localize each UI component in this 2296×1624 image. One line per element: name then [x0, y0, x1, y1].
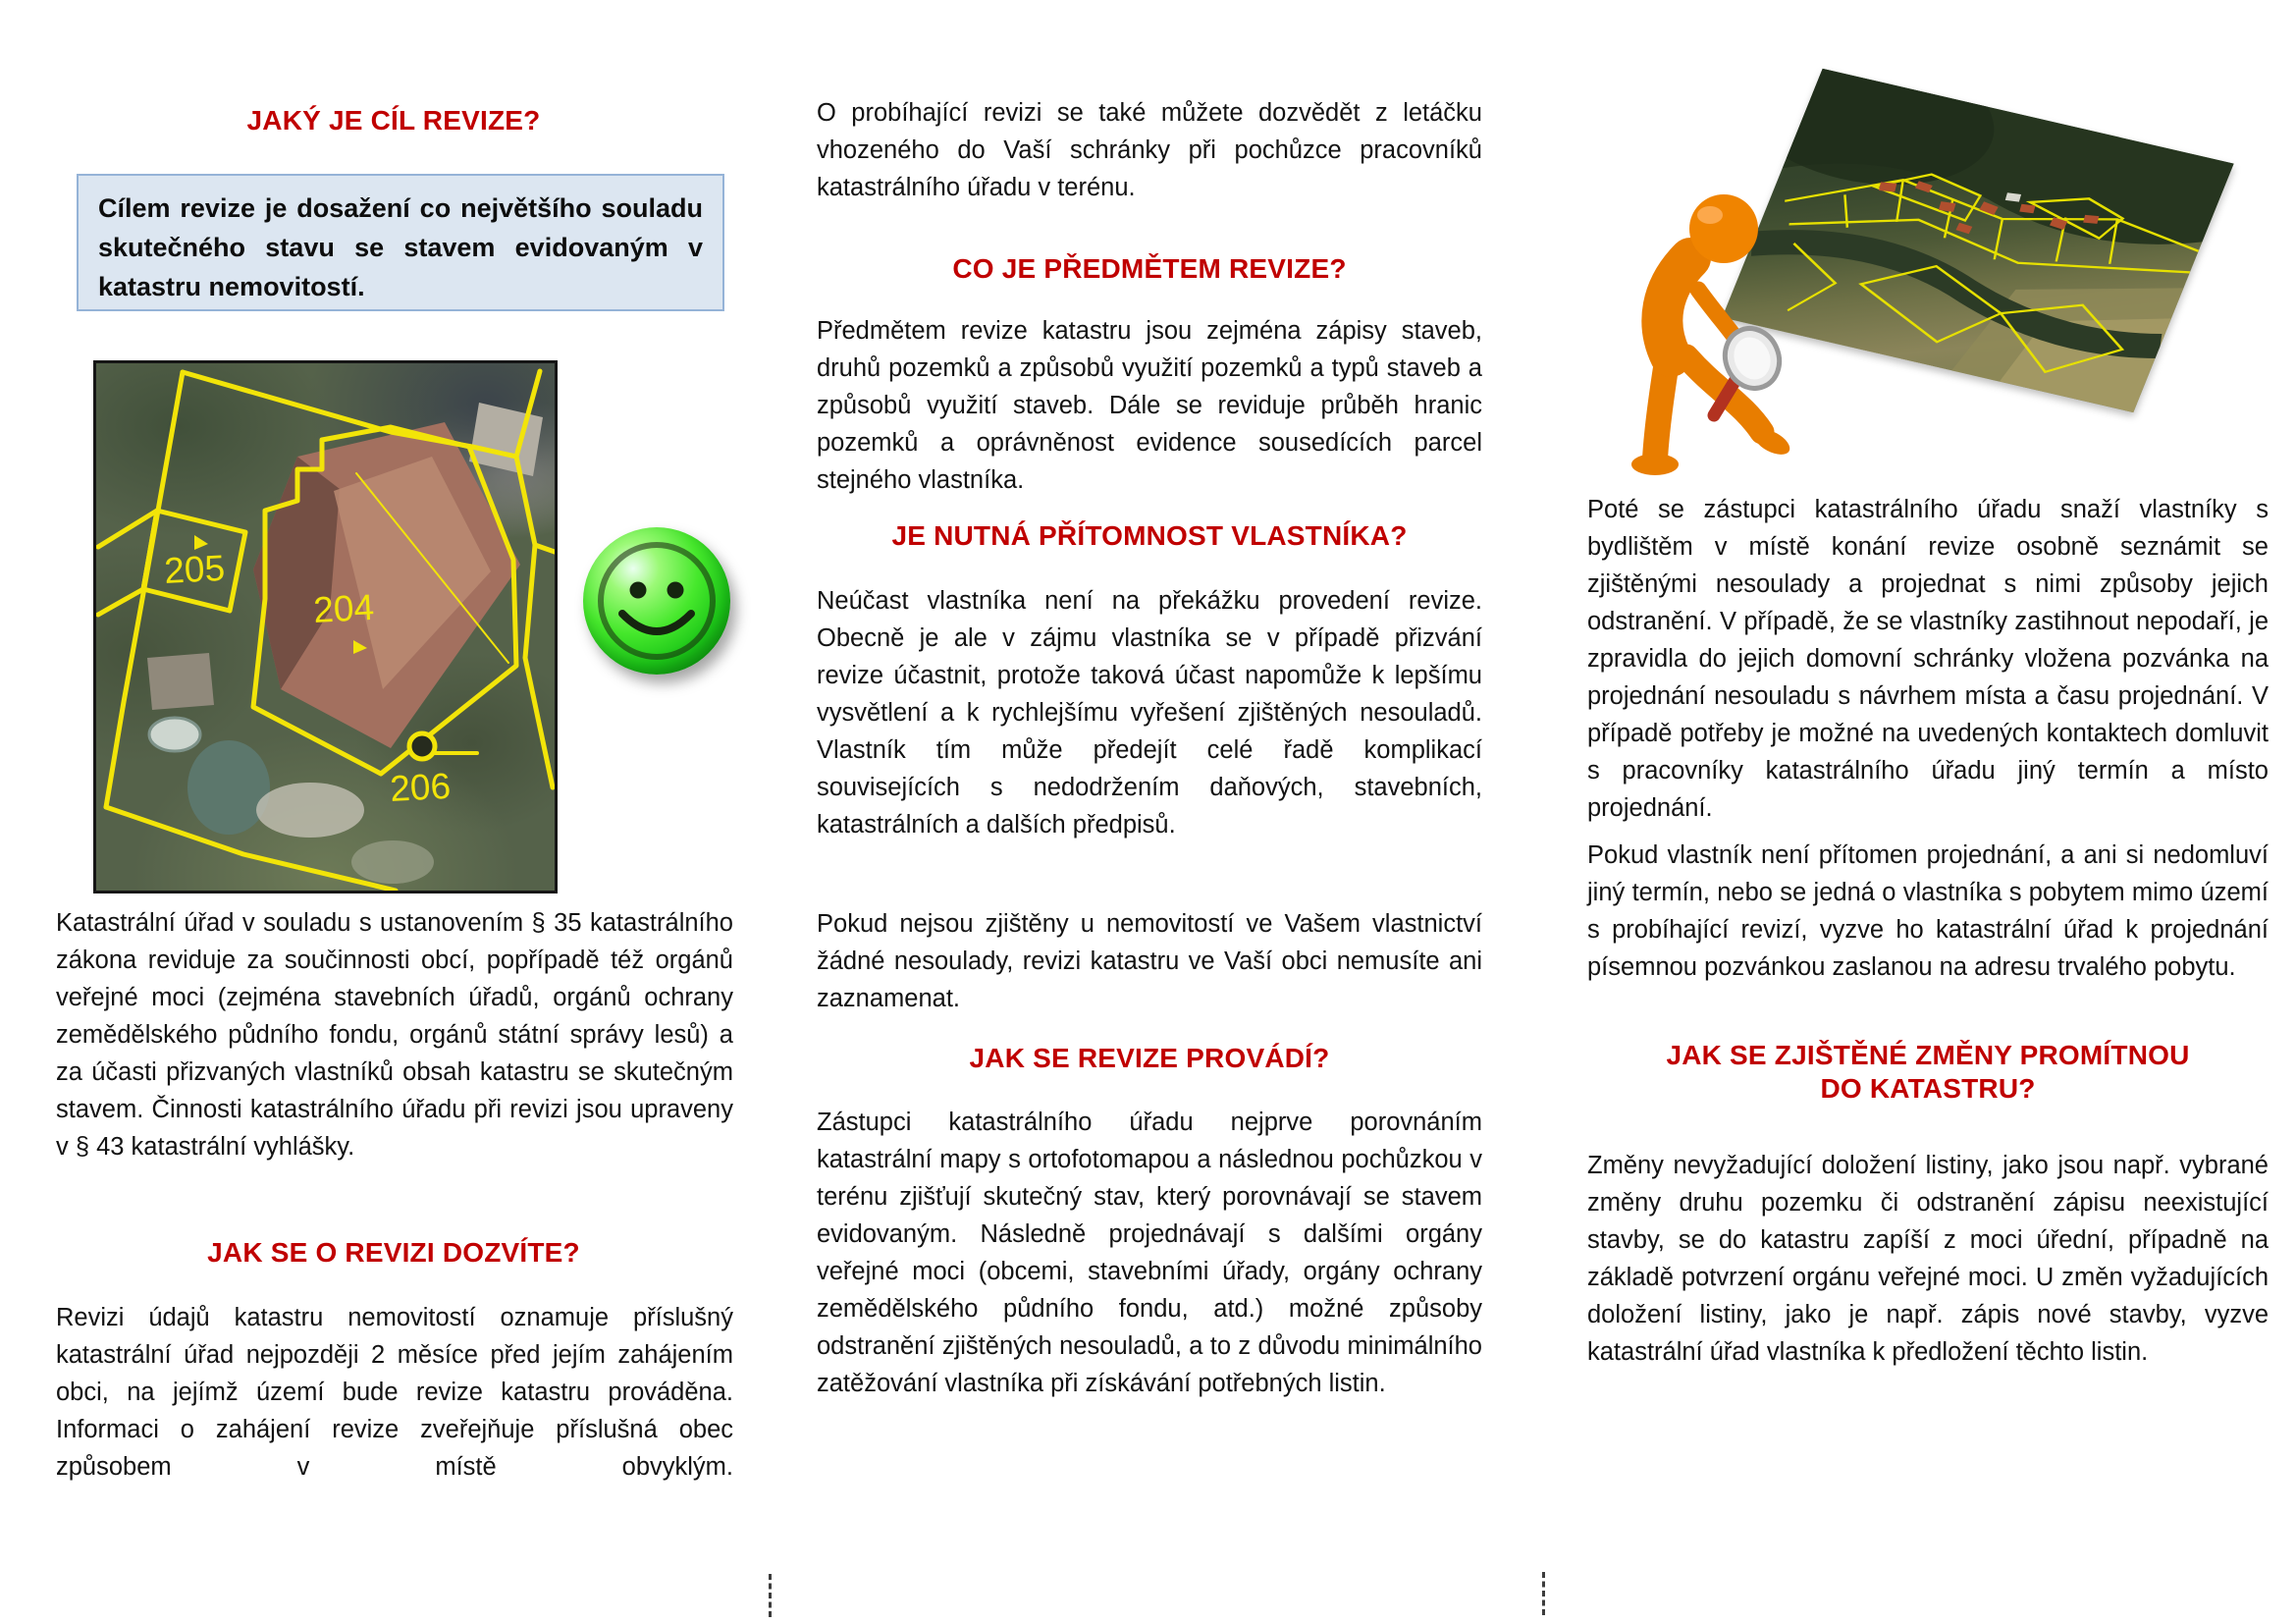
yard-patch	[351, 840, 434, 884]
heading-changes	[1587, 1039, 2269, 1106]
aerial-photo	[93, 360, 558, 893]
paragraph-no-discrepancy: Pokud nejsou zjištěny u nemovitostí ve Vašem vlastnictví žádné nesoulady, revizi katastru ve Vaší obci nemusíte ani zaznamenat.	[817, 910, 1482, 1012]
smiley-icon	[583, 527, 730, 675]
heading-changes-line1: JAK SE ZJIŠTĚNÉ ZMĚNY PROMÍTNOU	[1666, 1040, 2190, 1070]
parcel-label-204: 204	[312, 586, 376, 630]
heading-presence: JE NUTNÁ PŘÍTOMNOST VLASTNÍKA?	[891, 520, 1408, 551]
paragraph-leaflet: O probíhající revizi se také můžete dozvědět z letáčku vhozeného do Vaší schránky při pochůzce pracovníků katastrálního úřadu v terénu.	[817, 99, 1482, 201]
building-top-right	[469, 403, 543, 476]
heading-goal: JAKÝ JE CÍL REVIZE?	[246, 105, 541, 135]
surveyor-illustration	[1600, 54, 2277, 486]
paragraph-presence: Neúčast vlastníka není na překážku provedení revize. Obecně je ale v zájmu vlastníka se v případě přizvání revize účastnit, protože taková účast napomůže k lepšímu vysvětlení a k rychlejšímu vyřešení zjištěných nesouladů. Vlastník tím může předejít celé řadě komplikací souvisejících s nedodržením daňových, stavebních, katastrálních a dalších předpisů.	[817, 587, 1482, 839]
smiley-left-eye	[630, 582, 647, 599]
surveyor-head-highlight	[1697, 206, 1723, 224]
surveyor-figure-icon	[1600, 133, 1845, 486]
goal-box-text: Cílem revize je dosažení co největšího souladu skutečného stavu se stavem evidovaným v katastru nemovitostí.	[98, 193, 703, 301]
paragraph-changes-to-cadastre: Změny nevyžadující doložení listiny, jako jsou např. vybrané změny druhu pozemku či odstranění zápisu neexistující stavby, se do katastru zapíší z moci úřední, případně na základě potvrzení orgánu veřejné moci. U změn vyžadujících doložení listiny, jako je např. zápis nové stavby, vyzve katastrální úřad vlastníka k předložení těchto listin.	[1587, 1152, 2269, 1366]
paragraph-authority: Katastrální úřad v souladu s ustanovením § 35 katastrálního zákona reviduje za součinnosti obcí, popřípadě též orgánů veřejné moci (zejména stavebních úřadů, orgánů ochrany zemědělského půdního fondu, orgánů státní správy lesů) a za účasti přizvaných vlastníků obsah katastru se skutečným stavem. Činnosti katastrálního úřadu při revizi jsou upraveny v § 43 katastrální vyhlášky.	[56, 909, 733, 1161]
paragraph-how-revision-done: Zástupci katastrálního úřadu nejprve porovnáním katastrální mapy s ortofotomapou a následnou pochůzkou v terénu zjišťují skutečný stav, který porovnávají se stavem evidovaným. Následně projednávají s dalšími orgány veřejné moci (obcemi, stavebními úřady, orgány ochrany zemědělského půdního fondu, atd.) možné způsoby odstranění zjištěných nesouladů, a to z důvodu minimálního zatěžování vlastníka při získávání potřebných listin.	[817, 1109, 1482, 1397]
heading-how-revision-done: JAK SE REVIZE PROVÁDÍ?	[969, 1043, 1330, 1073]
paragraph-subject: Předmětem revize katastru jsou zejména zápisy staveb, druhů pozemků a způsobů využití pozemků a typů staveb a způsobů využití staveb. Dále se reviduje průběh hranic pozemků a oprávněnost evidence sousedících parcel stejného vlastníka.	[817, 317, 1482, 494]
pond	[187, 740, 270, 835]
smiley-smile	[622, 614, 691, 631]
paragraph-announce: Revizi údajů katastru nemovitostí oznamuje příslušný katastrální úřad nejpozději 2 měsíce před jejím zahájením obci, na jejímž území bude revize katastru prováděna. Informaci o zahájení revize zveřejňuje příslušná obec způsobem v místě obvyklým.	[56, 1304, 733, 1481]
small-pool	[149, 718, 200, 751]
smiley-right-eye	[667, 582, 684, 599]
aerial-photo-overlay	[96, 363, 555, 891]
surveyor-head	[1689, 194, 1758, 263]
heading-announce: JAK SE O REVIZI DOZVÍTE?	[207, 1237, 580, 1268]
patio	[256, 783, 364, 838]
fold-mark-right	[1542, 1572, 1545, 1615]
heading-changes-line2: DO KATASTRU?	[1820, 1073, 2036, 1104]
survey-marker-triangle-205	[194, 535, 208, 550]
paragraph-owner-absent: Pokud vlastník není přítomen projednání, a ani si nedomluví jiný termín, nebo se jedná o vlastníka s pobytem mimo území s probíhající revizí, vyzve ho katastrální úřad k projednání písemnou pozvánkou zaslanou na adresu trvalého pobytu.	[1587, 841, 2269, 981]
parcel-label-205: 205	[163, 547, 227, 591]
paragraph-contact-owners: Poté se zástupci katastrálního úřadu snaží vlastníky s bydlištěm v místě konání revize osobně seznámit se zjištěnými nesoulady a projednat s nimi způsoby jejich odstranění. V případě, že se vlastníky zastihnout nepodaří, je zpravidla do jejich domovní schránky vložena pozvánka na projednání nesouladu s návrhem místa a času projednání. V případě potřeby je možné na uvedených kontaktech domluvit s pracovníky katastrálního úřadu jiný termín a místo projednání.	[1587, 496, 2269, 822]
goal-highlight-box	[77, 174, 724, 311]
fold-mark-left	[769, 1574, 772, 1617]
shed	[147, 653, 214, 710]
surveyor-torso	[1662, 258, 1690, 356]
well-marker-circle	[409, 733, 435, 759]
parcel-label-206: 206	[389, 765, 453, 809]
smiley-face-ring	[601, 545, 713, 657]
heading-subject: CO JE PŘEDMĚTEM REVIZE?	[952, 253, 1347, 284]
smiley-face-icon	[583, 527, 730, 675]
